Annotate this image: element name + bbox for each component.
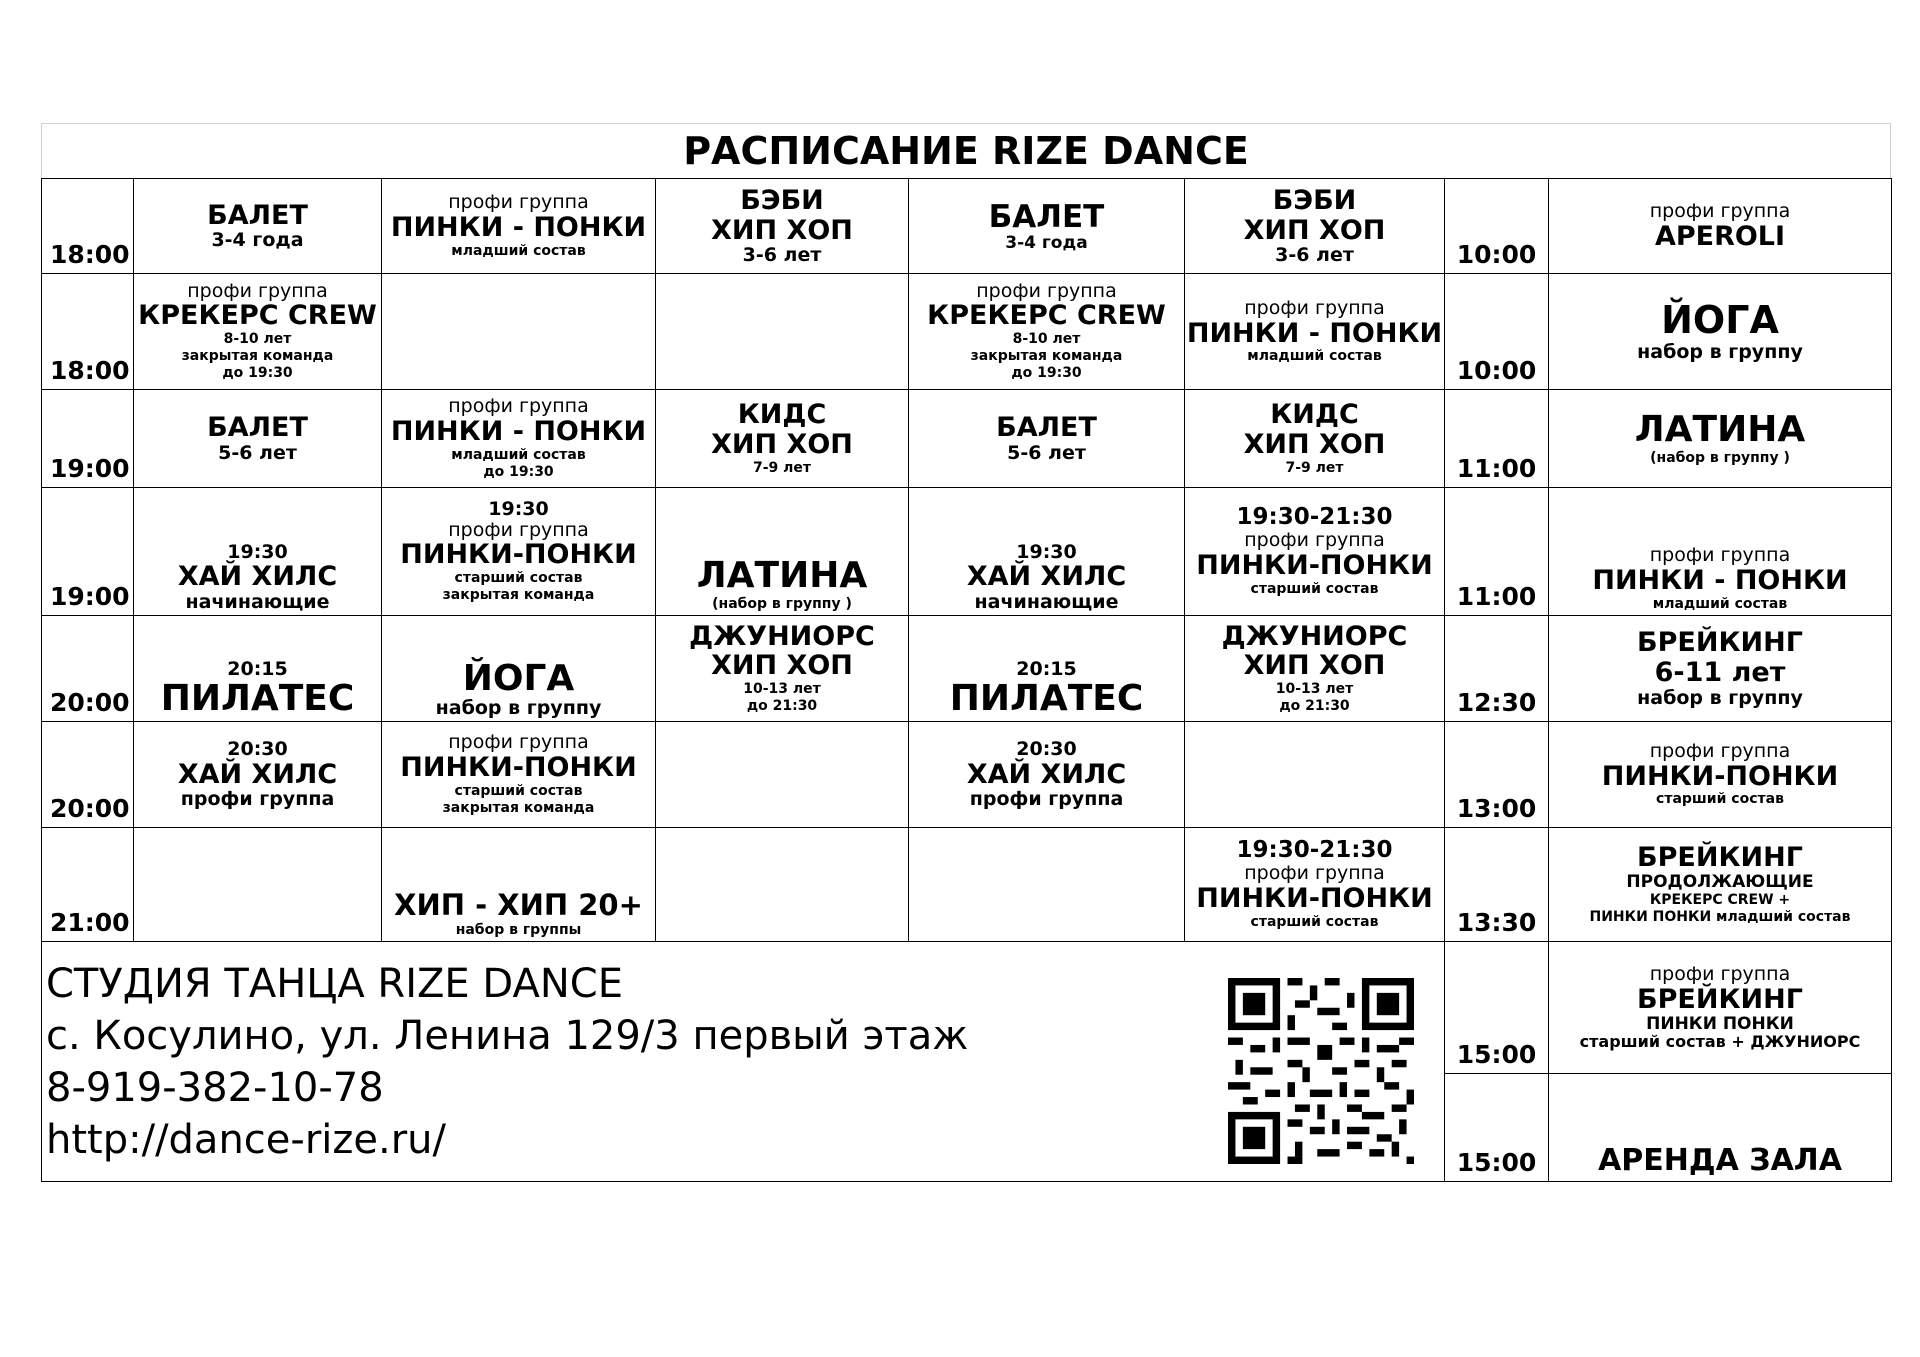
class-name: ПИНКИ-ПОНКИ [400,752,637,784]
class-note: 10-13 лет [1275,681,1354,698]
time-label: 21:00 [42,828,134,942]
class-name: ЙОГА [1661,298,1779,343]
class-name: ПИНКИ - ПОНКИ [390,212,647,244]
class-cell [656,390,909,488]
class-name-line: ХИП ХОП [711,650,853,682]
class-name-line: КИДС [1270,399,1359,431]
schedule-row [42,942,1892,1074]
class-note: профи группа [180,788,335,811]
time-label: 12:30 [1445,616,1549,722]
class-note: ПИНКИ ПОНКИ младший состав [1589,908,1851,925]
class-cell [1549,390,1892,488]
class-cell [909,390,1185,488]
class-note: набор в группу [435,697,602,720]
class-name-line: БЭБИ [1272,184,1357,216]
class-name: ПИЛАТЕС [949,678,1144,720]
class-note: закрытая команда [442,799,595,816]
time-label: 13:30 [1445,828,1549,942]
class-name-line: БЭБИ [740,184,824,216]
class-cell [909,488,1185,616]
class-note: закрытая команда [970,348,1123,365]
class-cell [134,488,382,616]
class-note: начинающие [974,591,1119,614]
class-name: БАЛЕТ [207,199,308,231]
time-label: 19:00 [42,488,134,616]
class-note: начинающие [185,591,330,614]
group-type: профи группа [448,191,589,214]
class-note: профи группа [969,788,1124,811]
class-cell [909,722,1185,828]
class-name-line: ДЖУНИОРС [1221,620,1408,652]
class-time: 19:30 [1016,540,1077,563]
class-note: до 19:30 [1011,365,1082,382]
class-cell [1185,828,1445,942]
schedule-row [42,274,1892,390]
class-name-line: ХИП ХОП [711,428,853,460]
time-label: 18:00 [42,274,134,390]
studio-address: с. Косулино, ул. Ленина 129/3 первый этаж [46,1012,969,1059]
group-type: профи группа [187,279,328,302]
schedule-row [42,828,1892,942]
class-name: ПИНКИ - ПОНКИ [390,416,647,448]
class-name: ХИП - ХИП 20+ [394,888,643,923]
class-cell [134,616,382,722]
time-label: 18:00 [42,179,134,274]
group-type: профи группа [1649,544,1791,567]
class-cell [656,179,909,274]
class-cell [134,274,382,390]
qr-code-icon [1228,978,1414,1164]
class-note: младший состав [1652,595,1788,612]
time-label: 15:00 [1445,1074,1549,1182]
time-label: 10:00 [1445,179,1549,274]
class-name: ЙОГА [462,657,575,699]
class-cell [909,274,1185,390]
class-cell [134,179,382,274]
empty-cell [656,274,909,390]
class-cell [1185,488,1445,616]
class-note: до 21:30 [1279,698,1350,715]
time-label: 13:00 [1445,722,1549,828]
schedule-row [42,179,1892,274]
class-note: ПИНКИ ПОНКИ [1646,1013,1794,1034]
class-name: БАЛЕТ [996,412,1097,444]
schedule-row [42,488,1892,616]
class-note: младший состав [1247,348,1382,365]
studio-info [42,942,1445,1182]
class-note: старший состав [1250,913,1379,930]
class-cell [382,488,656,616]
class-age: 3-4 года [211,229,304,252]
class-name: БАЛЕТ [988,198,1105,235]
class-cell [1549,488,1892,616]
class-name: ЛАТИНА [696,555,868,597]
class-name-line: БРЕЙКИНГ [1637,627,1803,659]
class-cell [1549,722,1892,828]
class-note: 8-10 лет [223,331,292,348]
class-note: младший состав [451,242,586,259]
time-label: 10:00 [1445,274,1549,390]
class-note: старший состав [454,782,583,799]
schedule-title: РАСПИСАНИЕ RIZE DANCE [41,123,1891,178]
class-note: старший состав + ДЖУНИОРС [1579,1032,1861,1052]
class-note: КРЕКЕРС CREW + [1649,891,1791,908]
class-note: до 21:30 [746,698,818,715]
schedule-sheet [41,123,1891,1181]
class-name: БРЕЙКИНГ [1637,842,1803,874]
schedule-table [41,178,1892,1182]
class-name: ПИНКИ-ПОНКИ [1196,883,1433,915]
class-name: APEROLI [1654,220,1786,252]
class-time: 19:30 [488,497,549,520]
class-note: закрытая команда [442,587,595,604]
class-note: 10-13 лет [743,681,821,698]
class-note: набор в группу [1637,340,1803,363]
group-type: профи группа [1244,862,1385,885]
schedule-row [42,616,1892,722]
group-type: профи группа [448,395,589,418]
group-type: профи группа [1649,739,1791,762]
class-name-line: КИДС [737,399,827,431]
class-name-line: ХИП ХОП [711,214,853,246]
class-name: ПИЛАТЕС [160,678,355,720]
class-time: 19:30-21:30 [1236,504,1393,531]
studio-url: http://dance-rize.ru/ [46,1116,446,1163]
class-note: (набор в группу ) [1650,449,1790,466]
group-type: профи группа [448,518,589,541]
class-age: 5-6 лет [1007,441,1086,464]
class-note: 8-10 лет [1012,331,1081,348]
time-label: 19:00 [42,390,134,488]
empty-cell [909,828,1185,942]
class-cell [134,390,382,488]
class-cell [656,616,909,722]
class-name-line: ДЖУНИОРС [689,620,875,652]
empty-cell [656,828,909,942]
class-cell [1185,274,1445,390]
time-label: 11:00 [1445,390,1549,488]
class-note: ПРОДОЛЖАЮЩИЕ [1626,871,1814,892]
group-type: профи группа [448,731,589,754]
group-type: профи группа [976,279,1117,302]
class-name: ХАЙ ХИЛС [177,758,338,790]
class-cell [1549,616,1892,722]
class-name: ПИНКИ - ПОНКИ [1592,565,1848,597]
time-label: 20:00 [42,722,134,828]
class-cell [1549,828,1892,942]
schedule-row [42,390,1892,488]
group-type: профи группа [1244,529,1385,552]
class-name: БАЛЕТ [207,412,308,444]
class-name: ЛАТИНА [1634,409,1806,451]
group-type: профи группа [1244,296,1385,319]
class-name: ПИНКИ-ПОНКИ [1196,550,1433,582]
class-name: КРЕКЕРС CREW [138,300,377,332]
time-label: 15:00 [1445,942,1549,1074]
class-note: старший состав [1656,791,1784,808]
class-time: 20:15 [1016,657,1077,680]
class-note: до 19:30 [222,365,293,382]
class-age: 7-9 лет [752,459,812,476]
empty-cell [1185,722,1445,828]
class-time: 20:15 [227,657,288,680]
class-name: ПИНКИ-ПОНКИ [400,539,637,571]
empty-cell [382,274,656,390]
class-time: 19:30 [227,540,288,563]
empty-cell [134,828,382,942]
class-note: старший состав [454,570,583,587]
class-note: закрытая команда [181,348,334,365]
class-note: (набор в группу ) [712,595,852,612]
schedule-row [42,722,1892,828]
class-cell [1549,942,1892,1074]
class-cell [909,616,1185,722]
class-cell [382,828,656,942]
class-time: 19:30-21:30 [1236,837,1393,864]
class-name: ПИНКИ-ПОНКИ [1601,760,1839,792]
time-label: 11:00 [1445,488,1549,616]
empty-cell [656,722,909,828]
class-cell [382,390,656,488]
class-age: 3-6 лет [742,244,822,267]
class-note: до 19:30 [483,463,554,480]
class-cell [134,722,382,828]
class-name: БРЕЙКИНГ [1637,983,1803,1015]
class-cell [1549,274,1892,390]
class-cell [1185,390,1445,488]
class-age: 3-6 лет [1275,244,1354,267]
class-cell [909,179,1185,274]
class-name-line: ХИП ХОП [1243,428,1386,460]
group-type: профи группа [1649,199,1791,222]
class-note: старший состав [1250,580,1379,597]
class-time: 20:30 [227,737,288,760]
class-name: ХАЙ ХИЛС [966,758,1127,790]
class-name-line: ХИП ХОП [1243,650,1386,682]
time-label: 20:00 [42,616,134,722]
studio-name: СТУДИЯ ТАНЦА RIZE DANCE [46,960,623,1007]
class-name: АРЕНДА ЗАЛА [1598,1143,1842,1178]
class-cell [382,722,656,828]
class-cell [1549,179,1892,274]
class-cell [1185,179,1445,274]
class-cell [382,616,656,722]
class-age: 7-9 лет [1285,459,1344,476]
class-name: КРЕКЕРС CREW [927,300,1166,332]
class-age: 5-6 лет [218,441,297,464]
class-note: набор в группу [1637,686,1803,709]
class-name-line: 6-11 лет [1654,657,1786,689]
class-note: набор в группы [455,921,582,938]
studio-phone: 8-919-382-10-78 [46,1064,384,1111]
class-age: 3-4 года [1005,232,1088,253]
class-cell [1185,616,1445,722]
group-type: профи группа [1649,963,1791,986]
class-cell [382,179,656,274]
class-time: 20:30 [1016,737,1077,760]
class-cell [1549,1074,1892,1182]
class-name: ХАЙ ХИЛС [966,561,1127,593]
class-note: младший состав [451,446,586,463]
class-name-line: ХИП ХОП [1243,214,1386,246]
class-name: ПИНКИ - ПОНКИ [1186,317,1443,349]
class-name: ХАЙ ХИЛС [177,561,338,593]
class-cell [656,488,909,616]
